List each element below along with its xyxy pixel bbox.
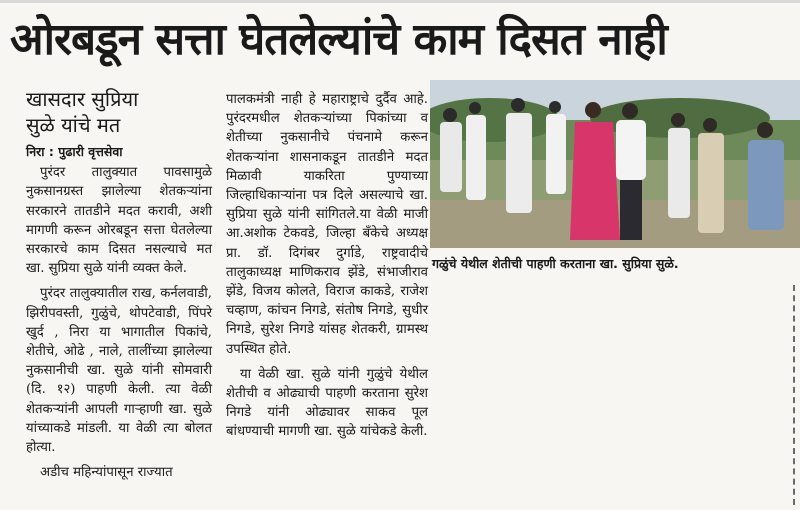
headline: ओरबडून सत्ता घेतलेल्यांचे काम दिसत नाही (10, 14, 667, 65)
subheadline-line-1: खासदार सुप्रिया (26, 87, 139, 111)
article-column-2 (226, 90, 428, 448)
dateline: निरा : पुढारी वृत्तसेवा (26, 144, 123, 159)
news-photo (430, 80, 800, 248)
paragraph: पुरंदर तालुक्यात पावसामुळे नुकसानग्रस्त झालेल्या शेतकऱ्यांना सरकारने तातडीने मदत करावी, अशी मागणी करून ओरबडून सत्ता घेतलेल्या सरकारचे काम दिसत नसल्याचे मत खा. सुप्रिया सुळे यांनी व्यक्त केले. (26, 165, 212, 277)
paragraph: या वेळी खा. सुळे यांनी गुळुंचे येथील शेतीची व ओढ्याची पाहणी करताना सुरेश निगडे यांनी ओढ्यावर साकव पूल बांधण्याची मागणी खा. सुळे यांचेकडे केली. (226, 366, 428, 440)
article-column-1 (26, 86, 212, 488)
paragraph: पालकमंत्री नाही हे महाराष्ट्राचे दुर्दैव आहे. पुरंदरमधील शेतकऱ्यांच्या पिकांच्या व शेतीच्या नुकसानीचे पंचनामे करून शेतकऱ्यांना शासनाकडून तातडीने मदत मिळावी याकरिता पुण्याच्या जिल्हाधिकाऱ्यांना पत्र दिले असल्याचे खा. सुप्रिया सुळे यांनी सांगितले.या वेळी माजी आ.अशोक टेकवडे, जिल्हा बँकेचे अध्यक्ष प्रा. डॉ. दिगंबर दुर्गाडे, राष्ट्रवादीचे तालुकाध्यक्ष माणिकराव झेंडे, संभाजीराव झेंडे, विजय कोलते, विराज काकडे, राजेश चव्हाण, कांचन निगडे, संतोष निगडे, सुधीर निगडे, सुरेश निगडे यांसह शेतकरी, ग्रामस्थ उपस्थित होते. (226, 92, 428, 357)
paragraph: पुरंदर तालुक्यातील राख, कर्नलवाडी, झिरीपवस्ती, गुळुंचे, थोपटेवाडी, पिंपरे खुर्द , निरा या भागातील पिकांचे, शेतीचे, ओढे , नाले, तालींच्या झालेल्या नुकसानीची खा. सुळे यांनी सोमवारी (दि. १२) पाहणी केली. त्या वेळी शेतकऱ्यांनी आपली गाऱ्हाणी खा. सुळे यांच्याकडे मांडली. या वेळी त्या बोलत होत्या. (26, 286, 212, 456)
subheadline-line-2: सुळे यांचे मत (26, 113, 121, 137)
headline-block (0, 0, 800, 78)
column-divider (793, 285, 797, 505)
subheadline (26, 86, 212, 138)
photo-caption: गळुंचे येथील शेतीची पाहणी करताना खा. सुप्रिया सुळे. (432, 256, 679, 271)
paragraph: अडीच महिन्यांपासून राज्यात (40, 465, 173, 481)
